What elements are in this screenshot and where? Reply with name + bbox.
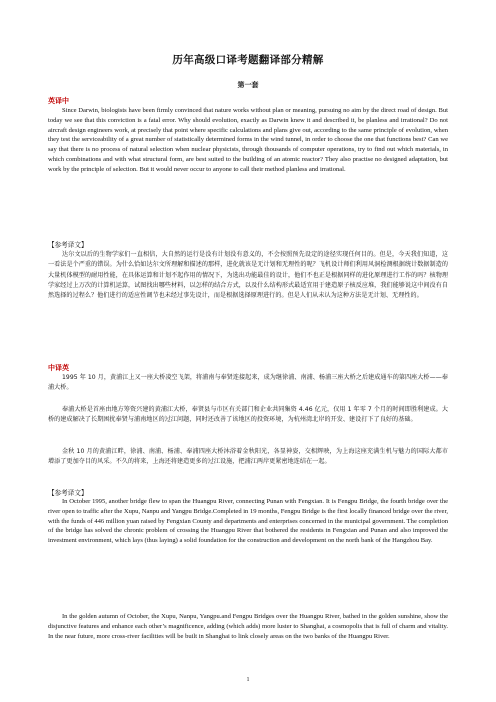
source-paragraph-english: Since Darwin, biologists have been firmly convinced that nature works without plan or meaning, pursuing no aim by the direct road of design. But today we see that this conviction is a fatal error. Why should evolution, exactly as Darwin knew it and described it, be planless and irrational? Do not aircraft design engineers work, at precisely that point where specific calculations and plans give out, according to the same principle of evolution, when they test the serviceability of a great number of statistically determined forms in the wind tunnel, in order to choose the one that functions best? Can we say that there is no process of natural selection when nuclear physicists, through thousands of computer operations, try to find out which materials, in which combinations and with what structural form, are best suited to the building of an atomic reactor? They also practise no designed adaptation, but work by the principle of selection. But it would never occur to anyone to call their method planless and irrational.	[48, 107, 448, 173]
chapter-heading: 第一套	[237, 81, 259, 89]
reference-paragraph-chinese: 达尔文以后的生物学家们一直相信，大自然的运行是没有计划没有意义的，不会按照预先设定的途径实现任何目的。但是，今天我们知道，这一看法是个严重的错误。为什么恰如达尔文所理解和描述的那样，进化就该是无计划和无理性的呢？飞机设计师们利用风洞检测根据统计数据制造的大量机体模型的耐用性能，在具体运算和计划不起作用的情况下，为选出功能最佳的设计，他们不也正是根据同样的进化原理进行工作的吗？核物理学家经过上万次的计算机运算，试图找出哪些材料，以怎样的结合方式，以及什么结构形式最适宜用于建造原子核反应堆，我们能够说这中间没有自然选择的过程么？他们进行的适应性调节也未经过事先设计，而是根据选择原理进行的。但是人们从未认为这种方法是无计划、无理性的。	[48, 251, 448, 300]
reference-paragraph-english-1: In October 1995, another bridge flew to span the Huangpu River, connecting Punan with Fengxian. It is Fengpu Bridge, the fourth bridge over the river open to traffic after the Xupu, Nanpu and Yangpu Bridge.Completed in 19 months, Fengpu Bridge is the first locally financed bridge over the river, with the funds of 446 million yuan raised by Fengxian County and departments and enterprises concerned in the municipal government. The completion of the bridge has solved the chronic problem of crossing the Huangpu River that bothered the residents in Fengxian and Punan and also improved the investment environment, which lays (thus laying) a solid foundation for the construction and development on the north bank of the Hangzhou Bay.	[48, 498, 448, 545]
document-title: 历年高级口译考题翻译部分精解	[172, 54, 324, 66]
source-paragraph-chinese-1: 1995 年 10 月，黄浦江上又一座大桥凌空飞架，将浦南与奉贤连接起来，成为继徐浦、南浦、杨浦三座大桥之后建成通车的第四座大桥——奉浦大桥。	[48, 374, 448, 392]
source-paragraph-chinese-2: 奉浦大桥是首座由地方筹资兴建的黄浦江大桥，奉贤县与市区有关部门和企业共同集资 4.46 亿元，仅用 1 年零 7 个月的时间即胜利建成。大桥的建成解决了长期困扰奉贤与浦南地区的过江问题，同时还改善了该地区的投资环境，为杭州湾北岸的开发、建设打下了良好的基础。	[48, 406, 448, 424]
reference-paragraph-english-2: In the golden autumn of October, the Xupu, Nanpu, Yangpu.and Fengpu Bridges over the Huangpu River, bathed in the golden sunshine, show the disjunctive features and enhance each other’s magnificence, adding (which adds) more luster to Shanghai, a cosmopolis that is full of charm and vitality. In the near future, more cross-river facilities will be built in Shanghai to link closely areas on the two banks of the Huangpu River.	[48, 613, 448, 640]
section-heading-zh-to-en: 中译英	[48, 364, 69, 372]
reference-translation-heading-2: 【参考译文】	[48, 489, 88, 497]
page-number: 1	[246, 677, 250, 683]
reference-translation-heading-1: 【参考译文】	[48, 241, 88, 249]
section-heading-en-to-zh: 英译中	[48, 97, 69, 105]
source-paragraph-chinese-3: 金秋 10 月的黄浦江畔，徐浦、南浦、杨浦、奉浦四座大桥沐浴着金秋阳光，各显神姿，交相辉映，为上海这座充满生机与魅力的国际大都市增添了更加夺目的风采。不久的将来，上海还将建造更多的过江设施，把浦江两岸更紧密地连结在一起。	[48, 448, 448, 466]
